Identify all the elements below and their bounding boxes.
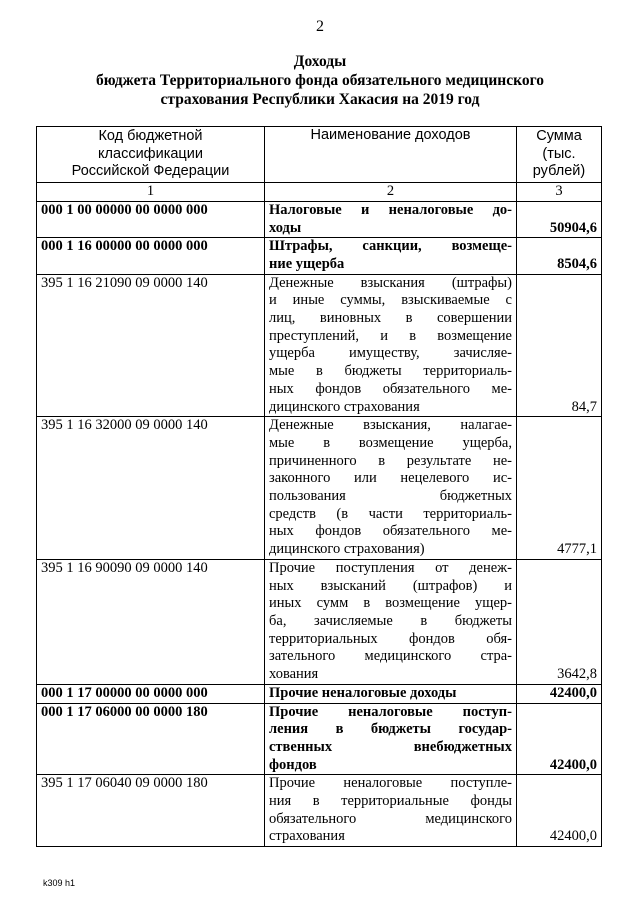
header-amount-line: рублей)	[532, 163, 586, 180]
revenue-name	[265, 238, 517, 274]
budget-code: 000 1 16 00000 00 0000 000	[37, 238, 265, 274]
revenue-table	[36, 126, 602, 847]
page-number: 2	[316, 18, 324, 35]
column-number: 2	[265, 183, 517, 202]
revenue-name-line: ния в территориальные фонды	[269, 793, 512, 810]
revenue-name-line: Прочие неналоговые поступ-	[269, 703, 512, 720]
table-row	[37, 274, 602, 417]
title-line-2: бюджета Территориального фонда обязательного медицинского	[96, 72, 544, 89]
revenue-name-line: Прочие поступления от денеж-	[269, 559, 512, 576]
revenue-name-line: иных сумм в возмещение ущер-	[269, 595, 512, 612]
revenue-name-line: ущерба имуществу, зачисляе-	[269, 345, 512, 362]
revenue-name-line: территориальных фондов обя-	[269, 630, 512, 647]
budget-code: 000 1 00 00000 00 0000 000	[37, 201, 265, 237]
revenue-name-line: ных фондов обязательного ме-	[269, 523, 512, 540]
revenue-name-line: ственных внебюджетных	[269, 738, 512, 755]
budget-code: 000 1 17 06000 00 0000 180	[37, 703, 265, 775]
revenue-name-line: дицинского страхования	[269, 398, 420, 415]
revenue-name-line: мые в бюджеты территориаль-	[269, 363, 512, 380]
budget-code: 395 1 16 21090 09 0000 140	[37, 274, 265, 417]
revenue-name-line: страхования	[269, 828, 345, 845]
revenue-name-line: пользования бюджетных	[269, 488, 512, 505]
table-row	[37, 775, 602, 847]
table-row	[37, 417, 602, 560]
header-code-line: Российской Федерации	[71, 163, 230, 180]
amount-value: 42400,0	[517, 703, 602, 775]
amount-value: 42400,0	[517, 684, 602, 703]
header-code-line: классификации	[98, 145, 203, 162]
revenue-name-line: причиненного в результате не-	[269, 452, 512, 469]
revenue-name-line: Прочие неналоговые доходы	[269, 684, 457, 701]
revenue-name-line: Денежные взыскания, налагае-	[269, 417, 512, 434]
header-name: Наименование доходов	[265, 127, 517, 183]
revenue-name	[265, 274, 517, 417]
column-number-row	[37, 183, 602, 202]
revenue-name-line: преступлений, и в возмещение	[269, 327, 512, 344]
title-line-3: страхования Республики Хакасия на 2019 год	[160, 91, 480, 108]
revenue-name-line: ных взысканий (штрафов) и	[269, 577, 512, 594]
header-amount-line: (тыс.	[542, 145, 576, 162]
revenue-name-line: Штрафы, санкции, возмеще-	[269, 238, 512, 255]
amount-value: 84,7	[517, 274, 602, 417]
revenue-name-line: Денежные взыскания (штрафы)	[269, 274, 512, 291]
revenue-name	[265, 417, 517, 560]
table-row	[37, 238, 602, 274]
revenue-name-line: ления в бюджеты государ-	[269, 721, 512, 738]
table-row	[37, 684, 602, 703]
revenue-name-line: зательного медицинского стра-	[269, 648, 512, 665]
header-amount	[517, 127, 602, 183]
revenue-name-line: ба, зачисляемые в бюджеты	[269, 612, 512, 629]
amount-value: 8504,6	[517, 238, 602, 274]
column-number: 1	[37, 183, 265, 202]
revenue-name-line: фондов	[269, 756, 317, 773]
revenue-name	[265, 703, 517, 775]
revenue-name-line: законного или нецелевого ис-	[269, 470, 512, 487]
amount-value: 4777,1	[517, 417, 602, 560]
amount-value: 3642,8	[517, 559, 602, 684]
revenue-name-line: хования	[269, 666, 319, 683]
column-number: 3	[517, 183, 602, 202]
footer-code: k309 h1	[43, 878, 76, 888]
revenue-name-line: Налоговые и неналоговые до-	[269, 201, 512, 218]
revenue-name-line: мые в возмещение ущерба,	[269, 434, 512, 451]
revenue-name	[265, 201, 517, 237]
document-title	[40, 52, 600, 109]
budget-code: 000 1 17 00000 00 0000 000	[37, 684, 265, 703]
revenue-name-line: средств (в части территориаль-	[269, 505, 512, 522]
title-line-1: Доходы	[293, 53, 347, 70]
revenue-name-line: лиц, виновных в совершении	[269, 310, 512, 327]
revenue-name-line: ходы	[269, 219, 302, 236]
revenue-name-line: и иные суммы, взыскиваемые с	[269, 292, 512, 309]
header-amount-line: Сумма	[536, 128, 582, 144]
revenue-name-line: дицинского страхования)	[269, 541, 425, 558]
budget-code: 395 1 16 90090 09 0000 140	[37, 559, 265, 684]
revenue-name-line: ных фондов обязательного ме-	[269, 380, 512, 397]
amount-value: 42400,0	[517, 775, 602, 847]
revenue-name-line: обязательного медицинского	[269, 810, 512, 827]
table-row	[37, 559, 602, 684]
amount-value: 50904,6	[517, 201, 602, 237]
revenue-name	[265, 559, 517, 684]
table-row	[37, 201, 602, 237]
revenue-name-line: ние ущерба	[269, 255, 345, 272]
budget-code: 395 1 17 06040 09 0000 180	[37, 775, 265, 847]
revenue-name-line: Прочие неналоговые поступле-	[269, 775, 512, 792]
revenue-name	[265, 775, 517, 847]
table-header-row	[37, 127, 602, 183]
header-code	[37, 127, 265, 183]
revenue-name	[265, 684, 517, 703]
budget-code: 395 1 16 32000 09 0000 140	[37, 417, 265, 560]
header-code-line: Код бюджетной	[98, 128, 203, 144]
table-row	[37, 703, 602, 775]
